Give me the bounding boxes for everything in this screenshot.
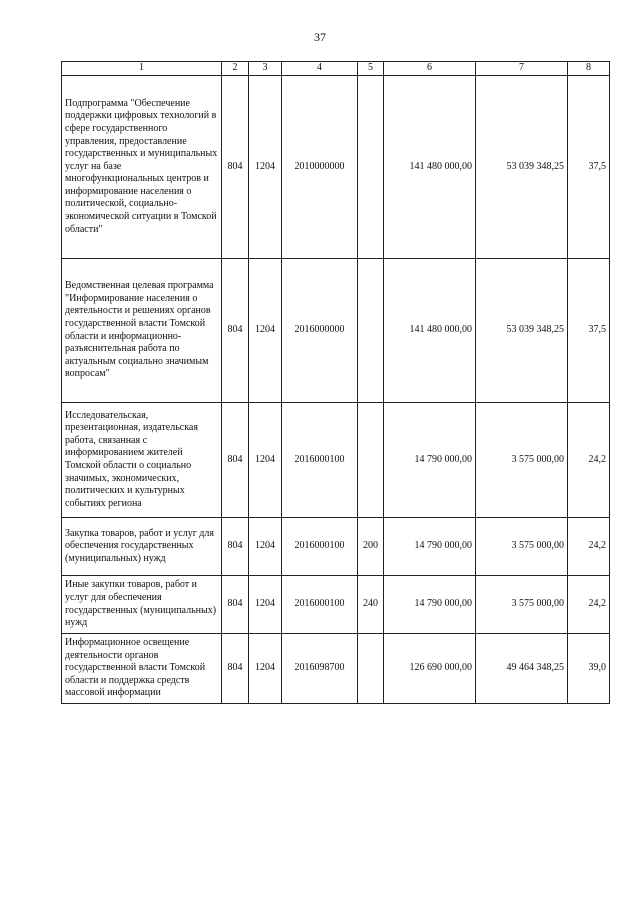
row-rzpr: 1204 [249, 518, 282, 576]
row-vr [358, 259, 384, 403]
row-name: Исследовательская, презентационная, издательская работа, связанная с информированием жителей Томской области о социально значимых, экономических, политических и культурных событиях региона [62, 403, 222, 518]
header-cell: 6 [384, 62, 476, 76]
row-grbs: 804 [222, 76, 249, 259]
row-pct: 39,0 [568, 634, 610, 704]
row-plan: 14 790 000,00 [384, 576, 476, 634]
header-cell: 3 [249, 62, 282, 76]
row-fact: 3 575 000,00 [476, 518, 568, 576]
table-row [62, 634, 610, 704]
row-name: Ведомственная целевая программа "Информирование населения о деятельности и решениях органов государственной власти Томской области и информационно-разъяснительная работа по актуальным социально значимым вопросам" [62, 259, 222, 403]
header-cell: 5 [358, 62, 384, 76]
row-fact: 53 039 348,25 [476, 259, 568, 403]
row-name: Закупка товаров, работ и услуг для обеспечения государственных (муниципальных) нужд [62, 518, 222, 576]
row-pct: 37,5 [568, 76, 610, 259]
row-pct: 24,2 [568, 576, 610, 634]
row-plan: 141 480 000,00 [384, 259, 476, 403]
table-row [62, 403, 610, 518]
row-csr: 2016000100 [282, 518, 358, 576]
table-row [62, 76, 610, 259]
table-row [62, 518, 610, 576]
row-vr [358, 403, 384, 518]
row-fact: 3 575 000,00 [476, 403, 568, 518]
row-name: Информационное освещение деятельности органов государственной власти Томской области и поддержка средств массовой информации [62, 634, 222, 704]
row-fact: 3 575 000,00 [476, 576, 568, 634]
row-pct: 24,2 [568, 518, 610, 576]
row-grbs: 804 [222, 518, 249, 576]
row-grbs: 804 [222, 403, 249, 518]
row-plan: 141 480 000,00 [384, 76, 476, 259]
row-csr: 2016000000 [282, 259, 358, 403]
header-cell: 1 [62, 62, 222, 76]
row-csr: 2016000100 [282, 403, 358, 518]
row-fact: 49 464 348,25 [476, 634, 568, 704]
row-vr [358, 634, 384, 704]
row-vr: 200 [358, 518, 384, 576]
row-pct: 37,5 [568, 259, 610, 403]
table-row [62, 576, 610, 634]
row-name: Подпрограмма "Обеспечение поддержки цифровых технологий в сфере государственного управления, предоставление государственных и муниципальных услуг на базе многофункциональных центров и информирование населения о политической, социально-экономической ситуации в Томской области" [62, 76, 222, 259]
row-rzpr: 1204 [249, 634, 282, 704]
row-plan: 126 690 000,00 [384, 634, 476, 704]
row-name: Иные закупки товаров, работ и услуг для обеспечения государственных (муниципальных) нужд [62, 576, 222, 634]
row-grbs: 804 [222, 634, 249, 704]
header-cell: 2 [222, 62, 249, 76]
row-rzpr: 1204 [249, 76, 282, 259]
row-rzpr: 1204 [249, 403, 282, 518]
row-plan: 14 790 000,00 [384, 403, 476, 518]
budget-table [61, 61, 610, 704]
header-cell: 8 [568, 62, 610, 76]
row-fact: 53 039 348,25 [476, 76, 568, 259]
header-cell: 7 [476, 62, 568, 76]
page-number: 37 [314, 30, 326, 44]
row-pct: 24,2 [568, 403, 610, 518]
row-plan: 14 790 000,00 [384, 518, 476, 576]
row-csr: 2010000000 [282, 76, 358, 259]
row-vr: 240 [358, 576, 384, 634]
row-csr: 2016098700 [282, 634, 358, 704]
header-row [62, 62, 610, 76]
table-row [62, 259, 610, 403]
row-csr: 2016000100 [282, 576, 358, 634]
row-rzpr: 1204 [249, 576, 282, 634]
row-rzpr: 1204 [249, 259, 282, 403]
row-grbs: 804 [222, 259, 249, 403]
row-grbs: 804 [222, 576, 249, 634]
header-cell: 4 [282, 62, 358, 76]
row-vr [358, 76, 384, 259]
